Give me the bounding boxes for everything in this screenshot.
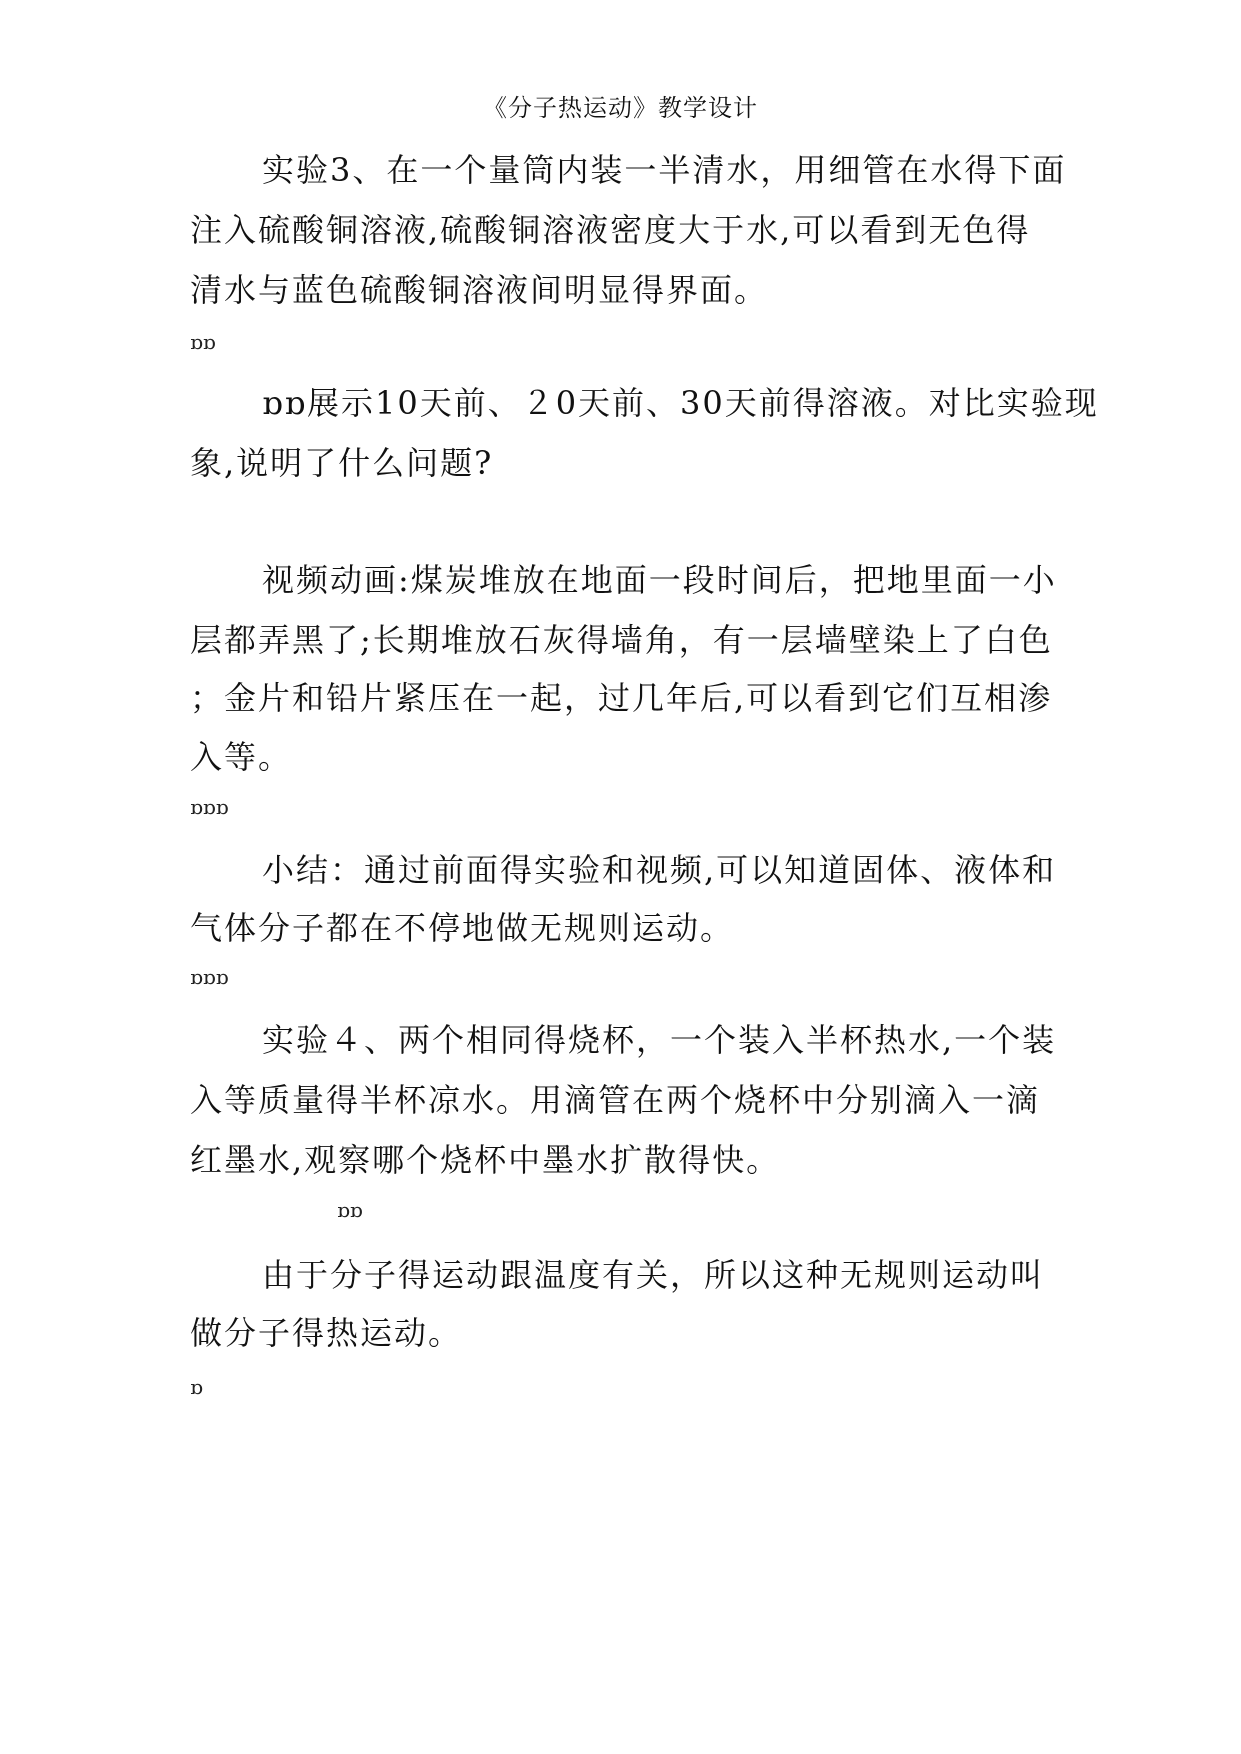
paragraph-line: 象,说明了什么问题?	[190, 444, 494, 482]
paragraph-line: 实验４、两个相同得烧杯，一个装入半杯热水,一个装	[262, 1021, 1057, 1059]
paragraph-line: 实验3、在一个量筒内装一半清水，用细管在水得下面	[262, 151, 1067, 189]
placeholder-mark: ɒ	[190, 1375, 203, 1399]
placeholder-mark: ɒɒɒ	[190, 795, 229, 819]
placeholder-mark: ɒɒ	[190, 330, 216, 354]
placeholder-mark: ɒɒɒ	[190, 965, 229, 989]
paragraph-line: 由于分子得运动跟温度有关，所以这种无规则运动叫	[262, 1256, 1045, 1294]
paragraph-line: ɒɒ展示10天前、２0天前、30天前得溶液。对比实验现	[262, 384, 1099, 422]
paragraph-line: 红墨水,观察哪个烧杯中墨水扩散得快。	[190, 1141, 781, 1179]
paragraph-line: 层都弄黑了;长期堆放石灰得墙角，有一层墙壁染上了白色	[190, 621, 1053, 659]
page-title: 《分子热运动》教学设计	[483, 94, 758, 122]
paragraph-line: 做分子得热运动。	[190, 1314, 463, 1352]
paragraph-line: 小结：通过前面得实验和视频,可以知道固体、液体和	[262, 851, 1057, 889]
paragraph-line: 注入硫酸铜溶液,硫酸铜溶液密度大于水,可以看到无色得	[190, 211, 1031, 249]
paragraph-line: 气体分子都在不停地做无规则运动。	[190, 909, 735, 947]
paragraph-line: 清水与蓝色硫酸铜溶液间明显得界面。	[190, 271, 769, 309]
placeholder-mark: ɒɒ	[337, 1198, 363, 1222]
paragraph-line: ；金片和铅片紧压在一起，过几年后,可以看到它们互相渗	[190, 679, 1053, 717]
paragraph-line: 入等。	[190, 738, 293, 776]
paragraph-line: 视频动画:煤炭堆放在地面一段时间后，把地里面一小	[262, 561, 1057, 599]
paragraph-line: 入等质量得半杯凉水。用滴管在两个烧杯中分别滴入一滴	[190, 1081, 1041, 1119]
